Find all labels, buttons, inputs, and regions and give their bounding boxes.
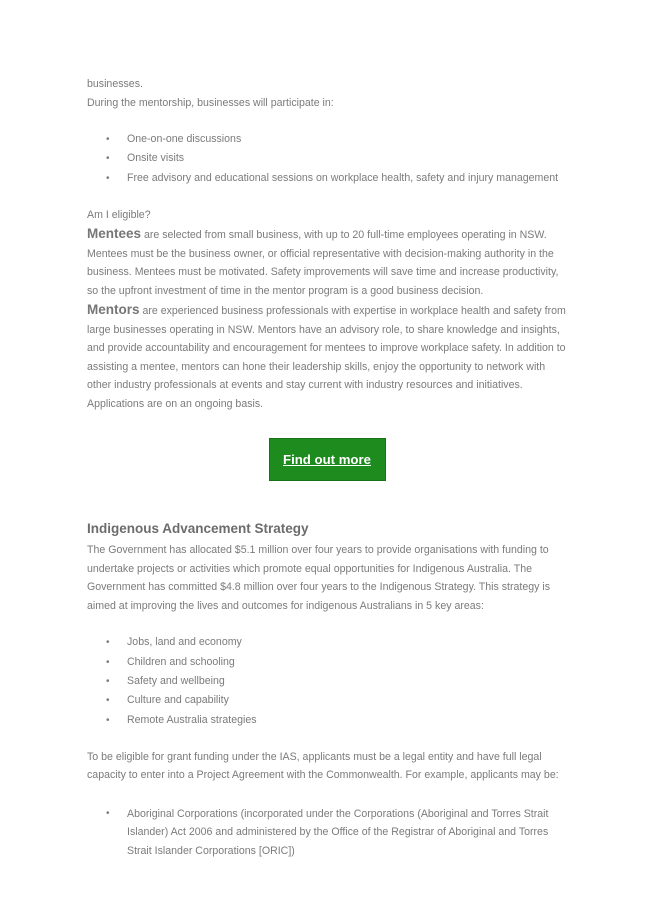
mentees-paragraph — [87, 225, 567, 245]
bullet-icon: • — [106, 172, 110, 184]
mentors-text-line1: are experienced business professionals with expertise in workplace health and safety from — [139, 305, 566, 318]
mentees-text-line1: are selected from small business, with up to 20 full-time employees operating in NSW. — [141, 229, 547, 242]
eligibility-question: Am I eligible? — [87, 208, 151, 221]
section-title-ias: Indigenous Advancement Strategy — [87, 521, 309, 537]
list-item: • Jobs, land and economy — [87, 633, 567, 652]
find-out-more-button[interactable]: Find out more — [269, 438, 386, 481]
applicant-types-list — [87, 805, 567, 861]
document-page — [87, 75, 567, 860]
list-item: • Remote Australia strategies — [87, 711, 567, 730]
list-item: • Children and schooling — [87, 653, 567, 672]
bullet-icon: • — [106, 134, 110, 145]
participate-line: During the mentorship, businesses will participate in: — [87, 96, 334, 109]
bullet-icon: • — [106, 675, 110, 687]
bullet-icon: • — [106, 714, 110, 726]
bullet-icon: • — [106, 637, 110, 649]
list-item: • One-on-one discussions — [87, 130, 567, 149]
ias-description: The Government has allocated $5.1 million over four years to provide organisations with funding to undertake projects or activities which promote equal opportunities for Indigenous Australia. The Government has committed $4.8 million over four years to the Indigenous Strategy. This strategy is aimed at improving the lives and outcomes for indigenous Australians in 5 key areas: — [87, 544, 551, 612]
mentors-label: Mentors — [87, 302, 140, 318]
list-item: • Safety and wellbeing — [87, 672, 567, 691]
list-item: • Aboriginal Corporations (incorporated under the Corporations (Aboriginal and Torres Strait Islander) Act 2006 and administered by the Office of the Registrar of Aboriginal and Torres Strait Islander Corporations [ORIC]) — [87, 805, 567, 861]
list-item: • Culture and capability — [87, 691, 567, 710]
applications-note: Applications are on an ongoing basis. — [87, 397, 264, 410]
bullet-icon: • — [106, 807, 110, 819]
intro-line: businesses. — [87, 78, 143, 90]
ias-eligibility-text: To be eligible for grant funding under the IAS, applicants must be a legal entity and have full legal capacity to enter into a Project Agreement with the Commonwealth. For example, applicants may be: — [87, 750, 559, 782]
list-item: • Free advisory and educational sessions on workplace health, safety and injury management — [87, 169, 567, 188]
cta-container — [87, 438, 567, 481]
mentees-label: Mentees — [87, 226, 142, 242]
mentors-paragraph — [87, 301, 567, 321]
key-areas-list — [87, 633, 567, 729]
bullet-icon: • — [106, 656, 110, 668]
bullet-icon: • — [106, 695, 110, 707]
activities-list — [87, 130, 567, 188]
list-item: • Onsite visits — [87, 149, 567, 168]
bullet-icon: • — [106, 153, 110, 165]
mentees-text: Mentees must be the business owner, or official representative with decision-making authority in the business. Mentees must be motivated. Safety improvements will save time and increase productivity, so the upfront investment of time in the mentor program is a good business decision. — [87, 247, 559, 297]
mentors-text: large businesses operating in NSW. Mentors have an advisory role, to share knowledge and insights, and provide accountability and encouragement for mentees to improve workplace safety. In addition to assisting a mentee, mentors can hone their leadership skills, enjoy the opportunity to network with other industry professionals at events and stay current with industry resources and initiatives. — [87, 323, 566, 392]
